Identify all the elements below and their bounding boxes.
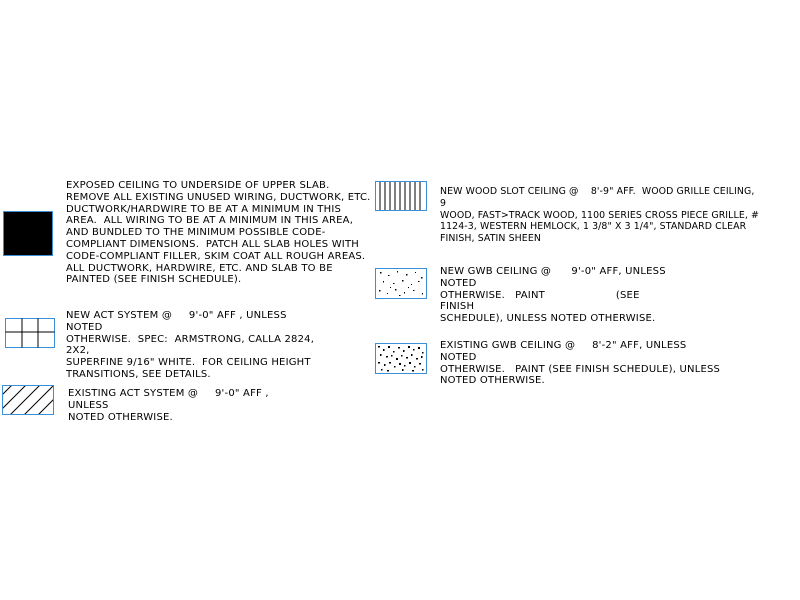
note-line: EXISTING ACT SYSTEM @ 9'-0" AFF , xyxy=(68,388,269,399)
note-line: OTHERWISE. PAINT (SEE FINISH SCHEDULE), UNLESS xyxy=(440,363,721,375)
note-line: DUCTWORK/HARDWIRE TO BE AT A MINIMUM IN THIS xyxy=(66,203,342,215)
note-line: AND BUNDLED TO THE MINIMUM POSSIBLE CODE- xyxy=(66,227,326,239)
note-line: EXISTING GWB CEILING @ 8'-2" AFF, UNLESS xyxy=(440,340,687,351)
note-line: NOTED xyxy=(440,277,477,289)
note-line: CODE-COMPLIANT FILLER, SKIM COAT ALL ROUGH AREAS. xyxy=(66,250,366,262)
existing-gwb-note xyxy=(440,340,720,387)
note-line: SCHEDULE), UNLESS NOTED OTHERWISE. xyxy=(440,313,656,325)
note-line: NEW ACT SYSTEM @ 9'-0" AFF , UNLESS xyxy=(66,310,287,321)
existing-act-hatch-symbol xyxy=(2,385,54,415)
existing-act-note xyxy=(68,388,269,423)
note-line: FINISH, SATIN SHEEN xyxy=(440,233,541,245)
note-line: OTHERWISE. SPEC: ARMSTRONG, CALLA 2824, xyxy=(66,333,315,345)
note-line: 2X2, xyxy=(66,345,90,357)
note-line: EXPOSED CEILING TO UNDERSIDE OF UPPER SLAB. xyxy=(66,180,330,191)
note-line: 1124-3, WESTERN HEMLOCK, 1 3/8" X 3 1/4", STANDARD CLEAR xyxy=(440,221,747,233)
note-line: FINISH xyxy=(440,301,475,313)
note-line: OTHERWISE. PAINT (SEE xyxy=(440,289,640,301)
note-line: SUPERFINE 9/16" WHITE. FOR CEILING HEIGHT xyxy=(66,357,311,369)
new-gwb-stipple-symbol xyxy=(375,268,427,299)
new-act-note xyxy=(66,310,314,381)
note-line: TRANSITIONS, SEE DETAILS. xyxy=(66,368,211,380)
note-line: NOTED xyxy=(440,351,477,363)
note-line: ALL DUCTWORK, HARDWIRE, ETC. AND SLAB TO BE xyxy=(66,262,333,274)
note-line: COMPLIANT DIMENSIONS. PATCH ALL SLAB HOLES WITH xyxy=(66,238,359,250)
new-act-grid-symbol xyxy=(5,318,55,348)
note-line: AREA. ALL WIRING TO BE AT A MINIMUM IN THIS AREA, xyxy=(66,215,354,227)
new-gwb-note xyxy=(440,266,666,325)
note-line: NOTED OTHERWISE. xyxy=(68,411,173,423)
exposed-ceiling-note xyxy=(66,180,371,286)
note-line: REMOVE ALL EXISTING UNUSED WIRING, DUCTWORK, ETC. xyxy=(66,191,371,203)
new-wood-slot-symbol xyxy=(375,181,427,211)
note-line: UNLESS xyxy=(68,399,109,411)
note-line: NEW GWB CEILING @ 9'-0" AFF, UNLESS xyxy=(440,266,666,277)
note-line: WOOD, FAST>TRACK WOOD, 1100 SERIES CROSS PIECE GRILLE, # xyxy=(440,209,759,221)
exposed-ceiling-symbol xyxy=(3,211,53,256)
note-line: NOTED xyxy=(66,321,103,333)
note-line: NOTED OTHERWISE. xyxy=(440,375,545,387)
note-line: NEW WOOD SLOT CEILING @ 8'-9" AFF. WOOD GRILLE CEILING, xyxy=(440,186,755,197)
note-line: 9 xyxy=(440,197,447,209)
existing-gwb-stipple-symbol xyxy=(375,343,427,374)
new-wood-slot-note xyxy=(440,186,759,245)
note-line: PAINTED (SEE FINISH SCHEDULE). xyxy=(66,274,242,286)
